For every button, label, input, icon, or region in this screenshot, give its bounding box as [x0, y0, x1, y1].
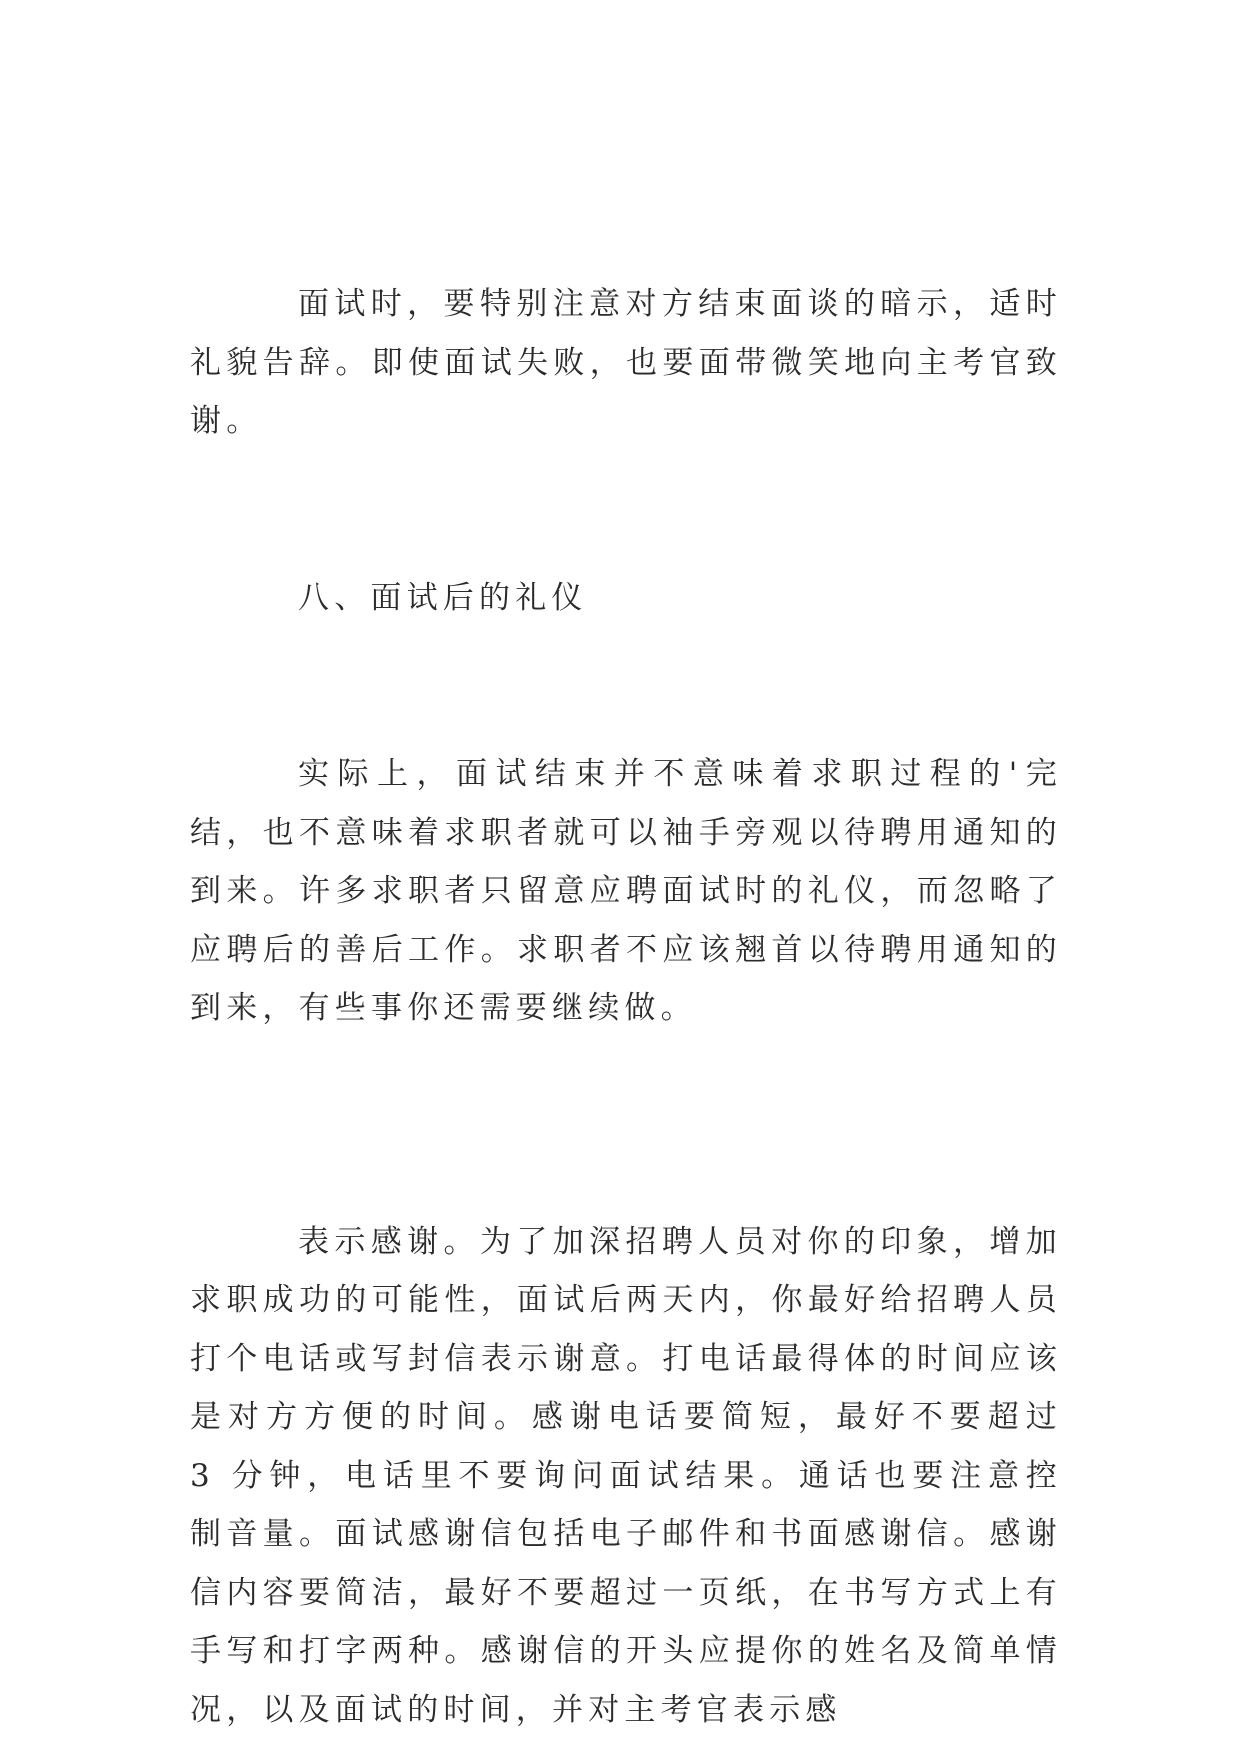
paragraph-interview-ending: 面试时，要特别注意对方结束面谈的暗示，适时礼貌告辞。即使面试失败，也要面带微笑地向主考官致谢。	[190, 286, 1062, 439]
section-heading-post-interview-etiquette: 八、面试后的礼仪	[298, 579, 588, 616]
paragraph-follow-up-work: 实际上，面试结束并不意味着求职过程的'完结，也不意味着求职者就可以袖手旁观以待聘用通知的到来。许多求职者只留意应聘面试时的礼仪，而忽略了应聘后的善后工作。求职者不应该翘首以待聘用通知的到来，有些事你还需要继续做。	[190, 756, 1062, 1026]
document-body	[190, 275, 1062, 1739]
paragraph-express-thanks: 表示感谢。为了加深招聘人员对你的印象，增加求职成功的可能性，面试后两天内，你最好给招聘人员打个电话或写封信表示谢意。打电话最得体的时间应该是对方方便的时间。感谢电话要简短，最好不要超过 3 分钟，电话里不要询问面试结果。通话也要注意控制音量。面试感谢信包括电子邮件和书面感谢信。感谢信内容要简洁，最好不要超过一页纸，在书写方式上有手写和打字两种。感谢信的开头应提你的姓名及简单情况，以及面试的时间，并对主考官表示感	[190, 1223, 1062, 1728]
